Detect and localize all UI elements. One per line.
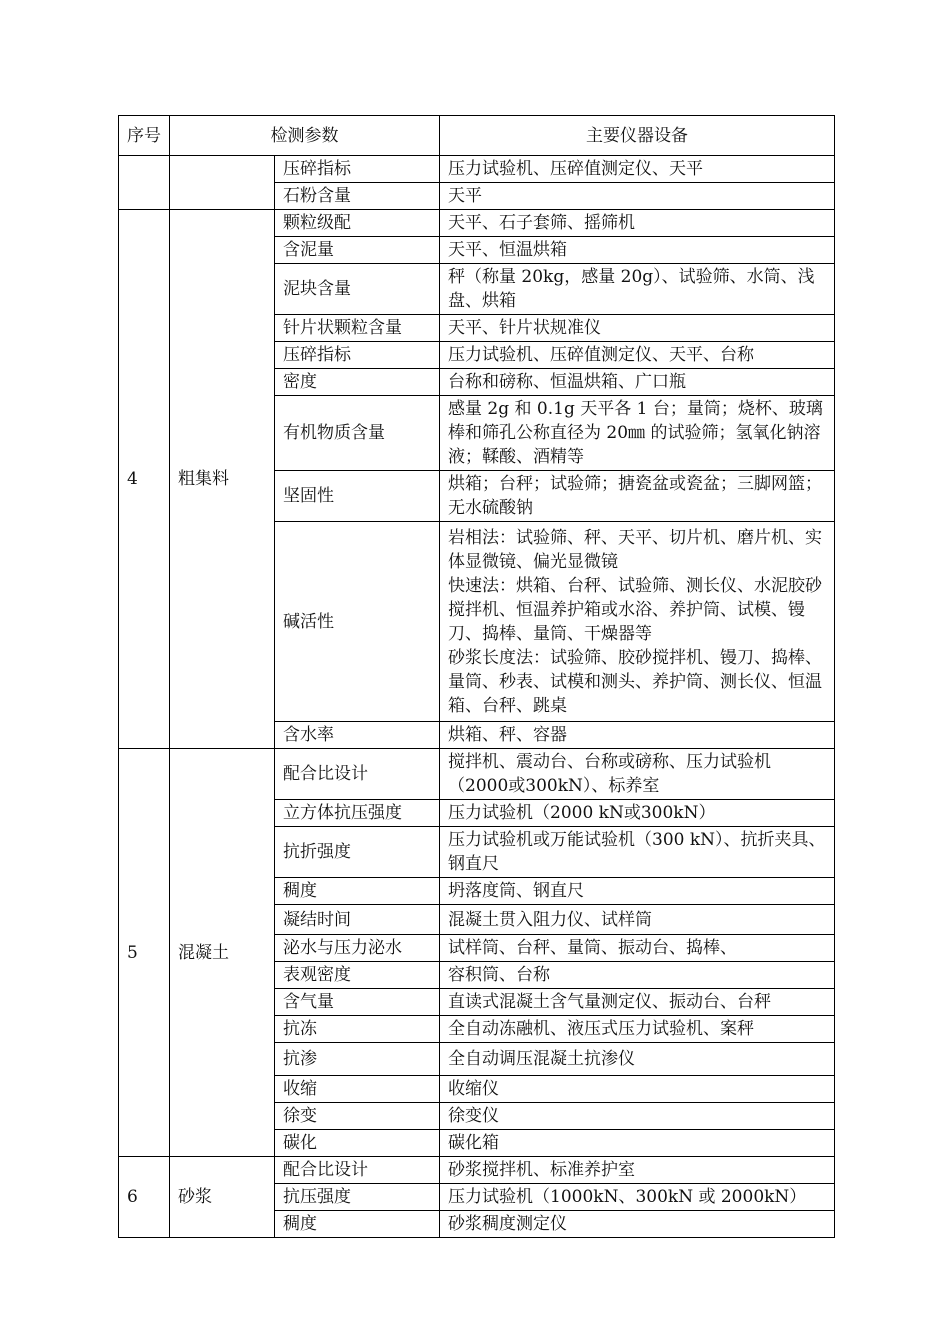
equipment-cell: 砂浆搅拌机、标准养护室	[440, 1157, 835, 1184]
category: 砂浆	[170, 1157, 275, 1238]
param-cell: 碳化	[275, 1130, 440, 1157]
table-row	[119, 156, 835, 183]
equipment-cell: 烘箱、秤、容器	[440, 722, 835, 749]
equipment-cell: 烘箱；台秤；试验筛；搪瓷盆或瓷盆；三脚网篮；无水硫酸钠	[440, 471, 835, 522]
param-cell: 密度	[275, 369, 440, 396]
category	[170, 156, 275, 210]
param-cell: 压碎指标	[275, 156, 440, 183]
equipment-cell: 试样筒、台秤、量筒、振动台、捣棒、	[440, 935, 835, 962]
table-header-row	[119, 116, 835, 156]
param-cell: 含气量	[275, 989, 440, 1016]
table-row	[119, 749, 835, 800]
param-cell: 有机物质含量	[275, 396, 440, 471]
param-cell: 坚固性	[275, 471, 440, 522]
equipment-cell: 混凝土贯入阻力仪、试样筒	[440, 905, 835, 935]
header-equipment: 主要仪器设备	[440, 116, 835, 156]
param-cell: 稠度	[275, 878, 440, 905]
param-cell: 表观密度	[275, 962, 440, 989]
table-row	[119, 1157, 835, 1184]
param-cell: 抗压强度	[275, 1184, 440, 1211]
equipment-cell: 收缩仪	[440, 1076, 835, 1103]
param-cell: 压碎指标	[275, 342, 440, 369]
param-cell: 碱活性	[275, 522, 440, 722]
equipment-cell: 搅拌机、震动台、台称或磅称、压力试验机（2000或300kN）、标养室	[440, 749, 835, 800]
equipment-cell: 直读式混凝土含气量测定仪、振动台、台秤	[440, 989, 835, 1016]
equipment-cell: 压力试验机或万能试验机（300 kN）、抗折夹具、钢直尺	[440, 827, 835, 878]
equipment-cell: 徐变仪	[440, 1103, 835, 1130]
equipment-cell: 坍落度筒、钢直尺	[440, 878, 835, 905]
equipment-cell: 天平、针片状规准仪	[440, 315, 835, 342]
equipment-cell: 压力试验机（2000 kN或300kN）	[440, 800, 835, 827]
equipment-cell: 天平、石子套筛、摇筛机	[440, 210, 835, 237]
param-cell: 抗折强度	[275, 827, 440, 878]
param-cell: 徐变	[275, 1103, 440, 1130]
param-cell: 配合比设计	[275, 1157, 440, 1184]
param-cell: 收缩	[275, 1076, 440, 1103]
equipment-cell: 感量 2g 和 0.1g 天平各 1 台；量筒；烧杯、玻璃棒和筛孔公称直径为 20㎜ 的试验筛；氢氧化钠溶液；鞣酸、酒精等	[440, 396, 835, 471]
equipment-cell: 全自动调压混凝土抗渗仪	[440, 1043, 835, 1076]
equipment-cell: 砂浆稠度测定仪	[440, 1211, 835, 1238]
equipment-table	[118, 115, 835, 1238]
equipment-cell: 压力试验机、压碎值测定仪、天平、台称	[440, 342, 835, 369]
equipment-cell: 岩相法：试验筛、秤、天平、切片机、磨片机、实体显微镜、偏光显微镜 快速法：烘箱、台秤、试验筛、测长仪、水泥胶砂搅拌机、恒温养护箱或水浴、养护筒、试模、镘刀、捣棒、量筒、干燥器等 砂浆长度法：试验筛、胶砂搅拌机、镘刀、捣棒、量筒、秒表、试模和测头、养护筒、测长仪、恒温箱、台秤、跳桌	[440, 522, 835, 722]
equipment-cell: 天平、恒温烘箱	[440, 237, 835, 264]
row-number	[119, 156, 170, 210]
equipment-cell: 压力试验机、压碎值测定仪、天平	[440, 156, 835, 183]
equipment-cell: 台称和磅称、恒温烘箱、广口瓶	[440, 369, 835, 396]
equipment-cell: 天平	[440, 183, 835, 210]
param-cell: 配合比设计	[275, 749, 440, 800]
param-cell: 含泥量	[275, 237, 440, 264]
equipment-cell: 全自动冻融机、液压式压力试验机、案秤	[440, 1016, 835, 1043]
table-row	[119, 210, 835, 237]
equipment-cell: 碳化箱	[440, 1130, 835, 1157]
header-no: 序号	[119, 116, 170, 156]
param-cell: 含水率	[275, 722, 440, 749]
param-cell: 颗粒级配	[275, 210, 440, 237]
header-param: 检测参数	[170, 116, 440, 156]
param-cell: 凝结时间	[275, 905, 440, 935]
param-cell: 立方体抗压强度	[275, 800, 440, 827]
param-cell: 针片状颗粒含量	[275, 315, 440, 342]
param-cell: 抗冻	[275, 1016, 440, 1043]
param-cell: 泌水与压力泌水	[275, 935, 440, 962]
equipment-cell: 容积筒、台称	[440, 962, 835, 989]
equipment-cell: 压力试验机（1000kN、300kN 或 2000kN）	[440, 1184, 835, 1211]
row-number: 4	[119, 210, 170, 749]
category: 混凝土	[170, 749, 275, 1157]
param-cell: 抗渗	[275, 1043, 440, 1076]
equipment-cell: 秤（称量 20kg，感量 20g）、试验筛、水筒、浅盘、烘箱	[440, 264, 835, 315]
param-cell: 稠度	[275, 1211, 440, 1238]
row-number: 5	[119, 749, 170, 1157]
param-cell: 泥块含量	[275, 264, 440, 315]
category: 粗集料	[170, 210, 275, 749]
param-cell: 石粉含量	[275, 183, 440, 210]
row-number: 6	[119, 1157, 170, 1238]
